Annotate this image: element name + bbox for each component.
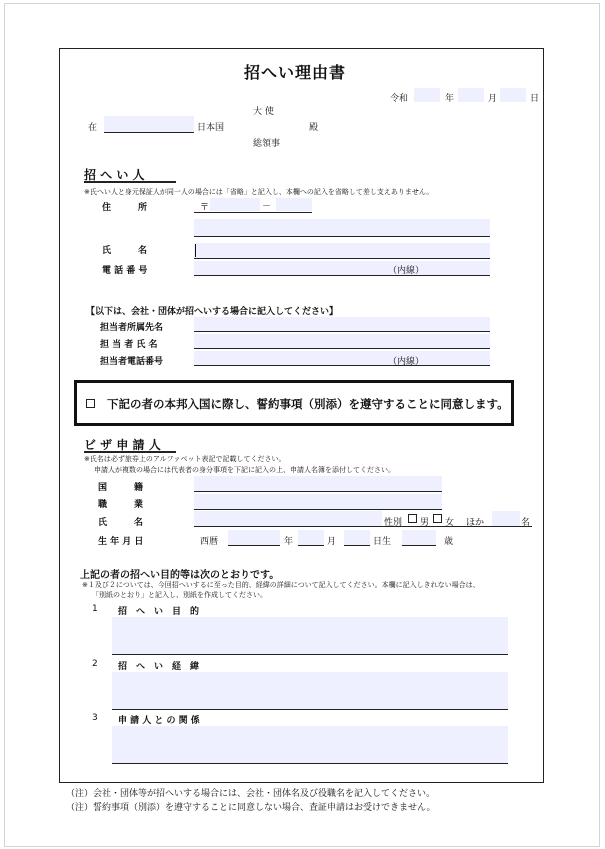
addressee-honorific: 殿 <box>309 123 319 133</box>
date-year-input[interactable] <box>414 88 440 102</box>
date-month-input[interactable] <box>458 88 484 102</box>
dob-month-label: 月 <box>327 537 337 547</box>
purpose-item-3-label: 申 請 人 と の 関 係 <box>118 716 200 726</box>
footer-note-1: （注）会社・団体等が招へいする場合には、会社・団体名及び役職名を記入してください。 <box>66 789 436 799</box>
others-label: ほか <box>466 518 485 528</box>
dob-day-label: 日生 <box>373 537 392 547</box>
applicant-nationality-label: 国 籍 <box>98 483 144 493</box>
date-day-label: 日 <box>530 94 540 104</box>
addressee-country: 日本国 <box>197 123 225 133</box>
dob-day-input[interactable] <box>344 530 370 545</box>
date-month-label: 月 <box>488 94 498 104</box>
purpose-heading: 上記の者の招へい目的等は次のとおりです。 <box>80 570 280 581</box>
purpose-item-2-number: 2 <box>92 659 98 669</box>
inviter-name-label: 氏 名 <box>102 246 148 256</box>
dob-year-input[interactable] <box>228 530 280 545</box>
company-person-input[interactable] <box>194 334 490 348</box>
applicant-dob-label: 生 年 月 日 <box>98 537 144 547</box>
consent-text: 下記の者の本邦入国に際し、誓約事項（別添）を遵守することに同意します。 <box>107 397 509 411</box>
consent-box <box>74 380 514 426</box>
company-phone-label: 担当者電話番号 <box>100 357 164 367</box>
postal-code-2-input[interactable] <box>276 198 312 211</box>
addressee-consul-general: 総領事 <box>253 139 281 149</box>
applicant-note-1: ※氏名は必ず旅券上のアルファベット表記で記載してください。 <box>84 455 286 463</box>
dob-era-label: 西暦 <box>200 537 219 547</box>
addressee-location-input[interactable] <box>104 116 194 132</box>
age-label: 歳 <box>444 537 454 547</box>
applicant-name-input[interactable] <box>194 511 382 526</box>
text-cursor <box>195 244 196 257</box>
background-input[interactable] <box>112 672 508 709</box>
sex-male-label: 男 <box>420 518 430 528</box>
age-input[interactable] <box>402 530 436 545</box>
purpose-note-1: ※１及び２については、今回招へいするに至った目的、経緯の詳細について記入してください。本欄に記入しきれない場合は、 <box>82 581 480 589</box>
purpose-item-1-label: 招 へ い 目 的 <box>118 607 200 617</box>
inviter-phone-label: 電 話 番 号 <box>102 266 148 276</box>
postal-dash: － <box>262 202 272 212</box>
others-unit: 名 <box>521 518 531 528</box>
sex-label: 性別 <box>384 518 403 528</box>
postal-mark: 〒 <box>200 203 210 213</box>
purpose-item-2-label: 招 へ い 経 緯 <box>118 662 200 672</box>
purpose-item-1-number: 1 <box>92 604 98 614</box>
footer-note-2: （注）誓約事項（別添）を遵守することに同意しない場合、査証申請はお受けできません。 <box>66 803 436 813</box>
company-extension-label: （内線） <box>388 357 425 367</box>
date-era: 令和 <box>390 94 409 104</box>
postal-code-1-input[interactable] <box>210 198 260 211</box>
inviter-address-input[interactable] <box>194 219 490 236</box>
inviter-address-label: 住 所 <box>102 203 148 213</box>
sex-male-checkbox[interactable] <box>408 514 417 523</box>
inviter-phone-input[interactable] <box>194 261 490 275</box>
company-dept-input[interactable] <box>194 317 490 331</box>
page-title: 招へい理由書 <box>244 63 347 82</box>
inviter-heading: 招 へ い 人 <box>84 168 145 182</box>
sex-female-checkbox[interactable] <box>433 514 442 523</box>
addressee-at: 在 <box>88 123 98 133</box>
applicant-occupation-label: 職 業 <box>98 500 144 510</box>
inviter-extension-label: （内線） <box>388 266 425 276</box>
date-year-label: 年 <box>445 94 455 104</box>
date-day-input[interactable] <box>500 88 526 102</box>
dob-month-input[interactable] <box>298 530 324 545</box>
company-dept-label: 担当者所属先名 <box>100 323 164 333</box>
purpose-input[interactable] <box>112 617 508 654</box>
applicant-heading: ビ ザ 申 請 人 <box>84 438 161 452</box>
others-count-input[interactable] <box>492 511 520 526</box>
applicant-note-2: 申請人が複数の場合には代表者の身分事項を下記に記入の上、申請人名簿を添付してください。 <box>94 466 395 474</box>
applicant-occupation-input[interactable] <box>194 494 442 509</box>
company-person-label: 担 当 者 氏 名 <box>100 340 158 350</box>
purpose-note-2: 「別紙のとおり」と記入し、別紙を作成してください。 <box>92 591 267 599</box>
relationship-input[interactable] <box>112 726 508 763</box>
applicant-name-label: 氏 名 <box>98 518 144 528</box>
dob-year-label: 年 <box>284 537 294 547</box>
inviter-note: ※氏へい人と身元保証人が同一人の場合には「省略」と記入し、本欄への記入を省略して差し支えありません。 <box>84 188 434 196</box>
inviter-name-input[interactable] <box>194 243 490 258</box>
addressee-ambassador: 大 使 <box>253 107 274 117</box>
company-phone-input[interactable] <box>194 351 490 365</box>
company-heading: 【以下は、会社・団体が招へいする場合に記入してください】 <box>86 307 339 317</box>
consent-checkbox[interactable] <box>86 399 95 408</box>
sex-female-label: 女 <box>445 518 455 528</box>
applicant-nationality-input[interactable] <box>194 476 442 491</box>
purpose-item-3-number: 3 <box>92 713 98 723</box>
